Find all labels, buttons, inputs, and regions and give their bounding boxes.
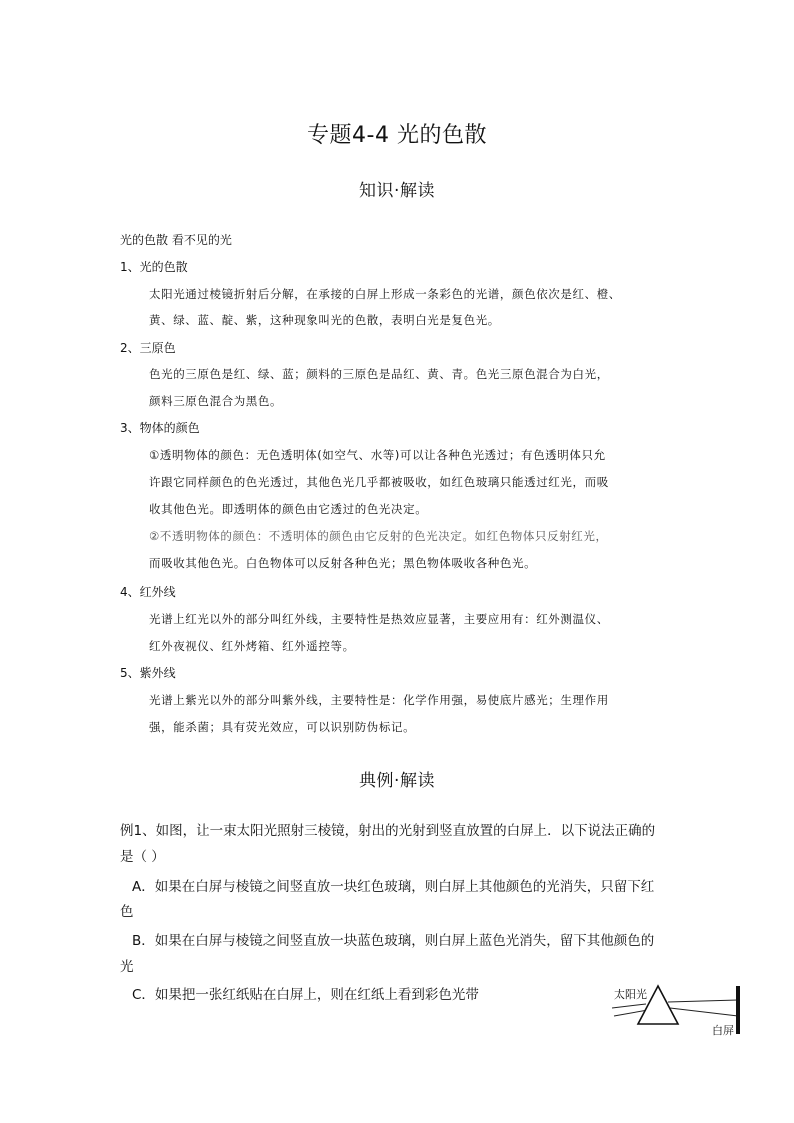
- paragraph-line: 颜料三原色混合为黑色。: [149, 394, 283, 408]
- prism-figure: [612, 982, 752, 1042]
- paragraph-line: 色光的三原色是红、绿、蓝；颜料的三原色是品红、黄、青。色光三原色混合为白光，: [149, 367, 609, 381]
- section-heading-examples: 典例·解读: [359, 771, 435, 791]
- option-a: A．如果在白屏与棱镜之间竖直放一块红色玻璃，则白屏上其他颜色的光消失，只留下红: [132, 879, 655, 895]
- paragraph-line: 红外夜视仪、红外烤箱、红外遥控等。: [149, 639, 355, 653]
- paragraph-line: 而吸收其他色光。白色物体可以反射各种色光；黑色物体吸收各种色光。: [149, 556, 537, 570]
- section-heading-knowledge: 知识·解读: [359, 181, 435, 201]
- screen-label: 白屏: [712, 1024, 734, 1037]
- option-c: C．如果把一张红纸贴在白屏上，则在红纸上看到彩色光带: [132, 987, 479, 1003]
- paragraph-line: 光谱上红光以外的部分叫红外线，主要特性是热效应显著，主要应用有：红外测温仪、: [149, 612, 609, 626]
- topic-line: 光的色散 看不见的光: [120, 233, 232, 247]
- paragraph-line: 光谱上紫光以外的部分叫紫外线，主要特性是：化学作用强，易使底片感光；生理作用: [149, 693, 609, 707]
- white-screen: [736, 986, 740, 1034]
- question-stem-line: 例1、如图，让一束太阳光照射三棱镜，射出的光射到竖直放置的白屏上．以下说法正确的: [120, 823, 656, 839]
- option-b: B．如果在白屏与棱镜之间竖直放一块蓝色玻璃，则白屏上蓝色光消失，留下其他颜色的: [132, 933, 655, 949]
- paragraph-line: 黄、绿、蓝、靛、紫，这种现象叫光的色散，表明白光是复色光。: [149, 313, 500, 327]
- refracted-ray: [670, 1008, 738, 1016]
- sunlight-label: 太阳光: [614, 988, 647, 1001]
- paragraph-line: ②不透明物体的颜色：不透明体的颜色由它反射的色光决定。如红色物体只反射红光，: [149, 529, 608, 543]
- item-heading-ultraviolet: 5、紫外线: [120, 666, 176, 680]
- item-heading-primary-colors: 2、三原色: [120, 341, 176, 355]
- paragraph-line: 强，能杀菌；具有荧光效应，可以识别防伪标记。: [149, 720, 416, 734]
- option-a-continued: 色: [120, 904, 134, 920]
- page-title: 专题4-4 光的色散: [307, 123, 487, 148]
- question-stem-line: 是（ ）: [120, 849, 165, 865]
- option-b-continued: 光: [120, 959, 134, 975]
- item-heading-dispersion: 1、光的色散: [120, 260, 188, 274]
- sunlight-ray: [612, 1004, 646, 1008]
- item-heading-object-color: 3、物体的颜色: [120, 421, 200, 435]
- refracted-ray: [668, 1000, 738, 1002]
- paragraph-line: ①透明物体的颜色：无色透明体(如空气、水等)可以让各种色光透过；有色透明体只允: [149, 448, 606, 462]
- paragraph-line: 太阳光通过棱镜折射后分解，在承接的白屏上形成一条彩色的光谱，颜色依次是红、橙、: [149, 287, 621, 301]
- paragraph-line: 收其他色光。即透明体的颜色由它透过的色光决定。: [149, 502, 428, 516]
- paragraph-line: 许跟它同样颜色的色光透过，其他色光几乎都被吸收，如红色玻璃只能透过红光，而吸: [149, 475, 609, 489]
- item-heading-infrared: 4、红外线: [120, 585, 176, 599]
